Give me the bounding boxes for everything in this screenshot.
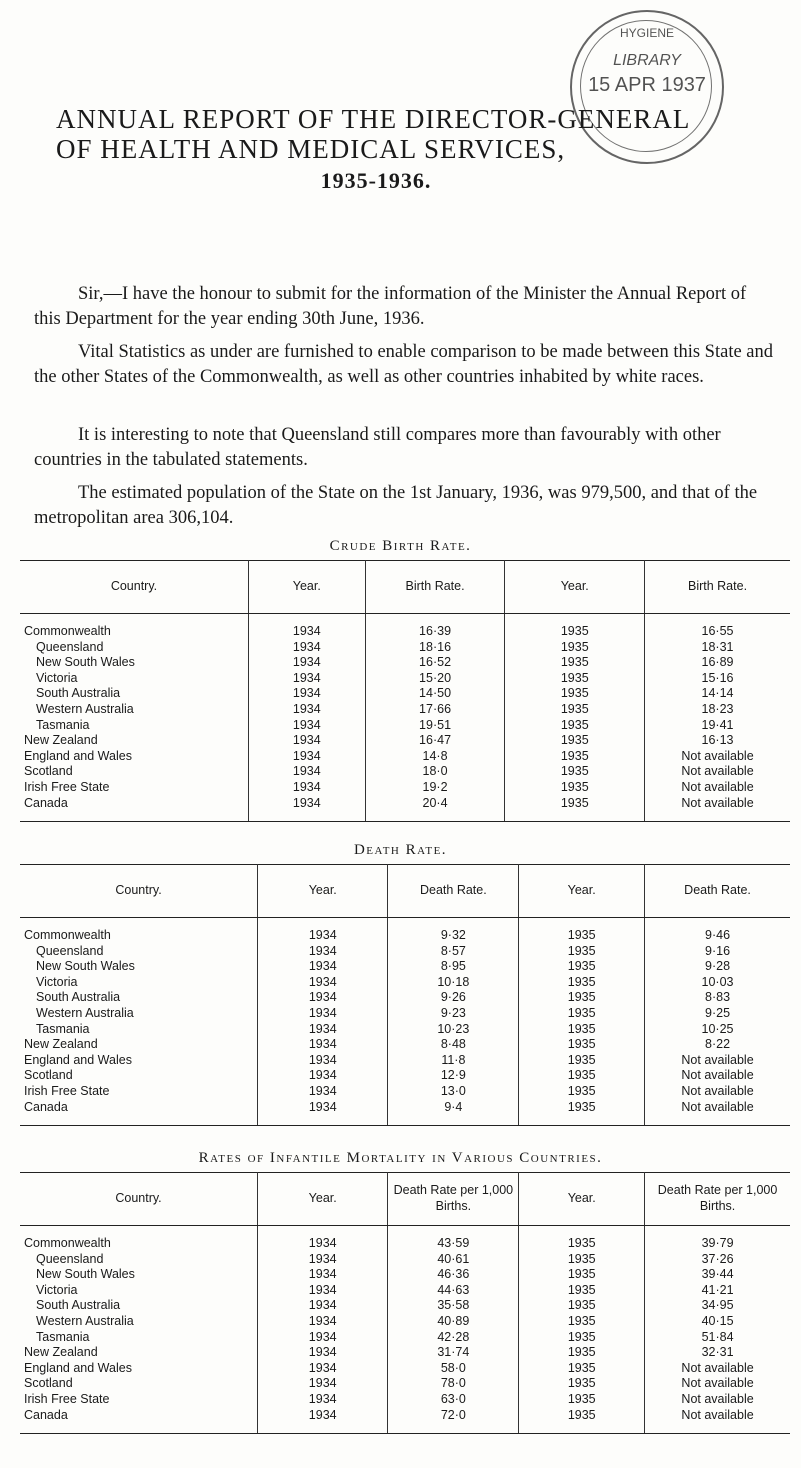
table-row bbox=[20, 1298, 790, 1314]
year-cell: 1935 bbox=[505, 733, 645, 749]
country-cell: Commonwealth bbox=[24, 1236, 111, 1250]
rate-cell: 9·25 bbox=[645, 1006, 790, 1022]
rate-cell: 11·8 bbox=[388, 1053, 519, 1069]
table-row bbox=[20, 1392, 790, 1408]
rate-cell: 20·4 bbox=[365, 796, 505, 822]
country-cell: Scotland bbox=[24, 1068, 73, 1083]
year-cell: 1935 bbox=[519, 1283, 645, 1299]
rate-cell: Not available bbox=[645, 1361, 790, 1377]
rate-cell: 9·16 bbox=[645, 944, 790, 960]
year-cell: 1934 bbox=[258, 1226, 388, 1252]
year-cell: 1935 bbox=[505, 671, 645, 687]
year-cell: 1935 bbox=[519, 1006, 645, 1022]
column-header: Death Rate. bbox=[388, 865, 519, 918]
table-row bbox=[20, 764, 790, 780]
country-cell: New South Wales bbox=[36, 1267, 135, 1282]
country-cell: Scotland bbox=[24, 1376, 73, 1391]
title-line-1: ANNUAL REPORT OF THE DIRECTOR-GENERAL bbox=[56, 104, 691, 134]
rate-cell: Not available bbox=[645, 1376, 790, 1392]
column-header: Year. bbox=[258, 865, 388, 918]
rate-cell: 16·47 bbox=[365, 733, 505, 749]
rate-cell: 13·0 bbox=[388, 1084, 519, 1100]
year-cell: 1935 bbox=[519, 944, 645, 960]
title-line-2: OF HEALTH AND MEDICAL SERVICES, bbox=[56, 134, 566, 164]
rate-cell: 19·2 bbox=[365, 780, 505, 796]
year-cell: 1935 bbox=[519, 1252, 645, 1268]
year-cell: 1935 bbox=[519, 1345, 645, 1361]
year-cell: 1935 bbox=[505, 764, 645, 780]
rate-cell: 37·26 bbox=[645, 1252, 790, 1268]
rate-cell: 8·83 bbox=[645, 990, 790, 1006]
column-header: Country. bbox=[20, 561, 248, 614]
year-cell: 1935 bbox=[519, 918, 645, 944]
column-header: Year. bbox=[248, 561, 365, 614]
year-cell: 1934 bbox=[258, 1006, 388, 1022]
table-row bbox=[20, 1330, 790, 1346]
rate-cell: 31·74 bbox=[388, 1345, 519, 1361]
rate-cell: 9·4 bbox=[388, 1100, 519, 1126]
year-cell: 1934 bbox=[258, 1392, 388, 1408]
vital-statistics-paragraph bbox=[34, 340, 774, 390]
year-cell: 1935 bbox=[519, 1037, 645, 1053]
year-cell: 1934 bbox=[248, 655, 365, 671]
table-row bbox=[20, 1376, 790, 1392]
country-cell: Irish Free State bbox=[24, 1083, 110, 1098]
country-cell: Canada bbox=[20, 1100, 258, 1126]
year-cell: 1935 bbox=[519, 1298, 645, 1314]
year-cell: 1934 bbox=[248, 718, 365, 734]
report-title bbox=[56, 104, 776, 196]
year-cell: 1935 bbox=[505, 780, 645, 796]
table-row bbox=[20, 1408, 790, 1434]
rate-cell: 40·15 bbox=[645, 1314, 790, 1330]
year-cell: 1934 bbox=[258, 1053, 388, 1069]
rate-cell: 8·22 bbox=[645, 1037, 790, 1053]
rate-cell: 9·23 bbox=[388, 1006, 519, 1022]
rate-cell: 78·0 bbox=[388, 1376, 519, 1392]
year-cell: 1934 bbox=[258, 1022, 388, 1038]
year-cell: 1935 bbox=[505, 702, 645, 718]
year-cell: 1935 bbox=[519, 959, 645, 975]
year-cell: 1934 bbox=[248, 796, 365, 822]
year-cell: 1934 bbox=[258, 1100, 388, 1126]
country-cell: Victoria bbox=[36, 1282, 78, 1297]
rate-cell: 17·66 bbox=[365, 702, 505, 718]
year-cell: 1934 bbox=[258, 990, 388, 1006]
column-header: Birth Rate. bbox=[365, 561, 505, 614]
column-header: Death Rate. bbox=[645, 865, 790, 918]
table-row bbox=[20, 944, 790, 960]
report-years: 1935-1936. bbox=[320, 168, 432, 193]
table-row bbox=[20, 749, 790, 765]
year-cell: 1934 bbox=[248, 749, 365, 765]
rate-cell: 10·23 bbox=[388, 1022, 519, 1038]
rate-cell: 10·18 bbox=[388, 975, 519, 991]
rate-cell: 18·0 bbox=[365, 764, 505, 780]
column-header: Year. bbox=[505, 561, 645, 614]
country-cell: South Australia bbox=[36, 990, 121, 1005]
rate-cell: 34·95 bbox=[645, 1298, 790, 1314]
year-cell: 1934 bbox=[258, 1084, 388, 1100]
rate-cell: 10·03 bbox=[645, 975, 790, 991]
column-header: Death Rate per 1,000 Births. bbox=[388, 1173, 519, 1226]
rate-cell: 19·41 bbox=[645, 718, 790, 734]
rate-cell: 10·25 bbox=[645, 1022, 790, 1038]
rate-cell: 63·0 bbox=[388, 1392, 519, 1408]
country-cell: England and Wales bbox=[24, 1052, 132, 1067]
table-row bbox=[20, 959, 790, 975]
rate-cell: Not available bbox=[645, 1392, 790, 1408]
table-row bbox=[20, 1022, 790, 1038]
rate-cell: 9·28 bbox=[645, 959, 790, 975]
year-cell: 1934 bbox=[248, 764, 365, 780]
table-row bbox=[20, 918, 790, 944]
rate-cell: 51·84 bbox=[645, 1330, 790, 1346]
table-row bbox=[20, 1100, 790, 1126]
country-cell: New South Wales bbox=[36, 959, 135, 974]
rate-cell: 8·95 bbox=[388, 959, 519, 975]
rate-cell: 12·9 bbox=[388, 1068, 519, 1084]
rate-cell: Not available bbox=[645, 764, 790, 780]
year-cell: 1935 bbox=[519, 1084, 645, 1100]
table-row bbox=[20, 975, 790, 991]
year-cell: 1935 bbox=[519, 1330, 645, 1346]
year-cell: 1935 bbox=[519, 1100, 645, 1126]
table-row bbox=[20, 1084, 790, 1100]
year-cell: 1935 bbox=[519, 1314, 645, 1330]
country-cell: Commonwealth bbox=[24, 624, 111, 638]
column-header: Year. bbox=[519, 865, 645, 918]
population-text: The estimated population of the State on the 1st January, 1936, was 979,500, and that of the metropolitan area 306,104. bbox=[34, 483, 758, 528]
table-row bbox=[20, 655, 790, 671]
country-cell: Queensland bbox=[36, 1251, 104, 1266]
country-cell: Victoria bbox=[36, 670, 78, 685]
year-cell: 1934 bbox=[258, 1376, 388, 1392]
rate-cell: Not available bbox=[645, 1100, 790, 1126]
rate-cell: 32·31 bbox=[645, 1345, 790, 1361]
rate-cell: Not available bbox=[645, 749, 790, 765]
year-cell: 1935 bbox=[519, 1068, 645, 1084]
rate-cell: 16·52 bbox=[365, 655, 505, 671]
country-cell: Western Australia bbox=[36, 1313, 134, 1328]
rate-cell: 16·13 bbox=[645, 733, 790, 749]
year-cell: 1934 bbox=[248, 686, 365, 702]
year-cell: 1934 bbox=[258, 1345, 388, 1361]
infantile-mortality-table bbox=[20, 1172, 790, 1434]
country-cell: Tasmania bbox=[36, 1329, 90, 1344]
country-cell: Scotland bbox=[24, 764, 73, 779]
comparison-paragraph bbox=[34, 423, 774, 473]
rate-cell: 16·55 bbox=[645, 614, 790, 640]
year-cell: 1934 bbox=[248, 733, 365, 749]
year-cell: 1934 bbox=[258, 1267, 388, 1283]
rate-cell: 35·58 bbox=[388, 1298, 519, 1314]
country-cell: Queensland bbox=[36, 639, 104, 654]
rate-cell: 9·46 bbox=[645, 918, 790, 944]
column-header: Country. bbox=[20, 865, 258, 918]
country-cell: England and Wales bbox=[24, 1360, 132, 1375]
rate-cell: 40·61 bbox=[388, 1252, 519, 1268]
stamp-text-library: LIBRARY bbox=[613, 52, 681, 69]
rate-cell: 9·26 bbox=[388, 990, 519, 1006]
stamp-date: 15 APR 1937 bbox=[588, 74, 706, 96]
rate-cell: 72·0 bbox=[388, 1408, 519, 1434]
year-cell: 1935 bbox=[519, 1053, 645, 1069]
year-cell: 1934 bbox=[258, 1037, 388, 1053]
birth-rate-table bbox=[20, 560, 790, 822]
year-cell: 1934 bbox=[248, 614, 365, 640]
year-cell: 1935 bbox=[505, 749, 645, 765]
table-row bbox=[20, 1314, 790, 1330]
country-cell: Irish Free State bbox=[24, 1391, 110, 1406]
rate-cell: Not available bbox=[645, 1408, 790, 1434]
table-row bbox=[20, 1006, 790, 1022]
country-cell: South Australia bbox=[36, 686, 121, 701]
year-cell: 1934 bbox=[258, 918, 388, 944]
country-cell: Tasmania bbox=[36, 717, 90, 732]
rate-cell: 58·0 bbox=[388, 1361, 519, 1377]
year-cell: 1934 bbox=[258, 1314, 388, 1330]
column-header: Death Rate per 1,000 Births. bbox=[645, 1173, 790, 1226]
country-cell: Commonwealth bbox=[24, 928, 111, 942]
table-row bbox=[20, 1345, 790, 1361]
year-cell: 1935 bbox=[505, 655, 645, 671]
rate-cell: 8·48 bbox=[388, 1037, 519, 1053]
rate-cell: 16·39 bbox=[365, 614, 505, 640]
rate-cell: 14·8 bbox=[365, 749, 505, 765]
country-cell: Canada bbox=[20, 1408, 258, 1434]
country-cell: Western Australia bbox=[36, 701, 134, 716]
year-cell: 1935 bbox=[505, 718, 645, 734]
year-cell: 1935 bbox=[519, 1226, 645, 1252]
stamp-text-hygiene: HYGIENE bbox=[619, 26, 674, 40]
rate-cell: 43·59 bbox=[388, 1226, 519, 1252]
table-row bbox=[20, 733, 790, 749]
year-cell: 1935 bbox=[519, 990, 645, 1006]
table-row bbox=[20, 686, 790, 702]
rate-cell: 18·23 bbox=[645, 702, 790, 718]
intro-text: Sir,—I have the honour to submit for the information of the Minister the Annual Report of this Department for the year ending 30th June, 1936. bbox=[34, 284, 747, 329]
year-cell: 1934 bbox=[248, 640, 365, 656]
country-cell: England and Wales bbox=[24, 748, 132, 763]
rate-cell: 15·16 bbox=[645, 671, 790, 687]
rate-cell: 46·36 bbox=[388, 1267, 519, 1283]
table-row bbox=[20, 990, 790, 1006]
table-row bbox=[20, 1283, 790, 1299]
rate-cell: 15·20 bbox=[365, 671, 505, 687]
rate-cell: Not available bbox=[645, 796, 790, 822]
table-row bbox=[20, 718, 790, 734]
year-cell: 1934 bbox=[248, 780, 365, 796]
infantile-mortality-heading: Rates of Infantile Mortality in Various Countries. bbox=[198, 1150, 603, 1166]
table-row bbox=[20, 1037, 790, 1053]
rate-cell: 19·51 bbox=[365, 718, 505, 734]
year-cell: 1935 bbox=[519, 1361, 645, 1377]
rate-cell: Not available bbox=[645, 1084, 790, 1100]
table-row bbox=[20, 1053, 790, 1069]
year-cell: 1935 bbox=[519, 1022, 645, 1038]
year-cell: 1935 bbox=[519, 1267, 645, 1283]
year-cell: 1935 bbox=[519, 1408, 645, 1434]
country-cell: Victoria bbox=[36, 974, 78, 989]
rate-cell: 14·50 bbox=[365, 686, 505, 702]
rate-cell: 39·44 bbox=[645, 1267, 790, 1283]
comparison-text: It is interesting to note that Queensland still compares more than favourably with other countries in the tabulated statements. bbox=[34, 425, 721, 470]
rate-cell: Not available bbox=[645, 780, 790, 796]
birth-rate-heading: Crude Birth Rate. bbox=[329, 538, 472, 554]
rate-cell: 39·79 bbox=[645, 1226, 790, 1252]
year-cell: 1935 bbox=[519, 975, 645, 991]
population-paragraph bbox=[34, 481, 774, 531]
table-row bbox=[20, 702, 790, 718]
table-row bbox=[20, 1252, 790, 1268]
country-cell: Canada bbox=[20, 796, 248, 822]
country-cell: Irish Free State bbox=[24, 779, 110, 794]
year-cell: 1934 bbox=[258, 944, 388, 960]
death-rate-table bbox=[20, 864, 790, 1126]
table-row bbox=[20, 796, 790, 822]
intro-paragraph bbox=[34, 282, 774, 332]
death-rate-heading: Death Rate. bbox=[353, 842, 448, 858]
rate-cell: 18·16 bbox=[365, 640, 505, 656]
rate-cell: 16·89 bbox=[645, 655, 790, 671]
year-cell: 1935 bbox=[519, 1376, 645, 1392]
table-row bbox=[20, 1267, 790, 1283]
column-header: Birth Rate. bbox=[645, 561, 790, 614]
rate-cell: 42·28 bbox=[388, 1330, 519, 1346]
table-row bbox=[20, 780, 790, 796]
rate-cell: 9·32 bbox=[388, 918, 519, 944]
year-cell: 1934 bbox=[258, 1298, 388, 1314]
year-cell: 1934 bbox=[248, 702, 365, 718]
year-cell: 1934 bbox=[258, 959, 388, 975]
year-cell: 1934 bbox=[258, 1361, 388, 1377]
column-header: Country. bbox=[20, 1173, 258, 1226]
table-row bbox=[20, 1226, 790, 1252]
table-row bbox=[20, 1361, 790, 1377]
table-row bbox=[20, 614, 790, 640]
rate-cell: Not available bbox=[645, 1053, 790, 1069]
country-cell: New South Wales bbox=[36, 655, 135, 670]
year-cell: 1934 bbox=[258, 1408, 388, 1434]
rate-cell: 40·89 bbox=[388, 1314, 519, 1330]
year-cell: 1935 bbox=[505, 640, 645, 656]
country-cell: Western Australia bbox=[36, 1005, 134, 1020]
country-cell: New Zealand bbox=[24, 733, 98, 748]
rate-cell: 8·57 bbox=[388, 944, 519, 960]
rate-cell: 18·31 bbox=[645, 640, 790, 656]
rate-cell: 41·21 bbox=[645, 1283, 790, 1299]
country-cell: New Zealand bbox=[24, 1345, 98, 1360]
year-cell: 1935 bbox=[505, 686, 645, 702]
year-cell: 1935 bbox=[505, 796, 645, 822]
year-cell: 1935 bbox=[519, 1392, 645, 1408]
column-header: Year. bbox=[258, 1173, 388, 1226]
year-cell: 1934 bbox=[258, 1252, 388, 1268]
country-cell: Queensland bbox=[36, 943, 104, 958]
rate-cell: Not available bbox=[645, 1068, 790, 1084]
country-cell: Tasmania bbox=[36, 1021, 90, 1036]
table-row bbox=[20, 1068, 790, 1084]
rate-cell: 14·14 bbox=[645, 686, 790, 702]
table-row bbox=[20, 640, 790, 656]
year-cell: 1934 bbox=[258, 1330, 388, 1346]
country-cell: South Australia bbox=[36, 1298, 121, 1313]
column-header: Year. bbox=[519, 1173, 645, 1226]
year-cell: 1934 bbox=[258, 1068, 388, 1084]
year-cell: 1934 bbox=[248, 671, 365, 687]
vital-statistics-text: Vital Statistics as under are furnished to enable comparison to be made between this State and the other States of the Commonwealth, as well as other countries inhabited by white races. bbox=[34, 342, 774, 387]
year-cell: 1934 bbox=[258, 975, 388, 991]
country-cell: New Zealand bbox=[24, 1037, 98, 1052]
table-row bbox=[20, 671, 790, 687]
year-cell: 1934 bbox=[258, 1283, 388, 1299]
rate-cell: 44·63 bbox=[388, 1283, 519, 1299]
year-cell: 1935 bbox=[505, 614, 645, 640]
